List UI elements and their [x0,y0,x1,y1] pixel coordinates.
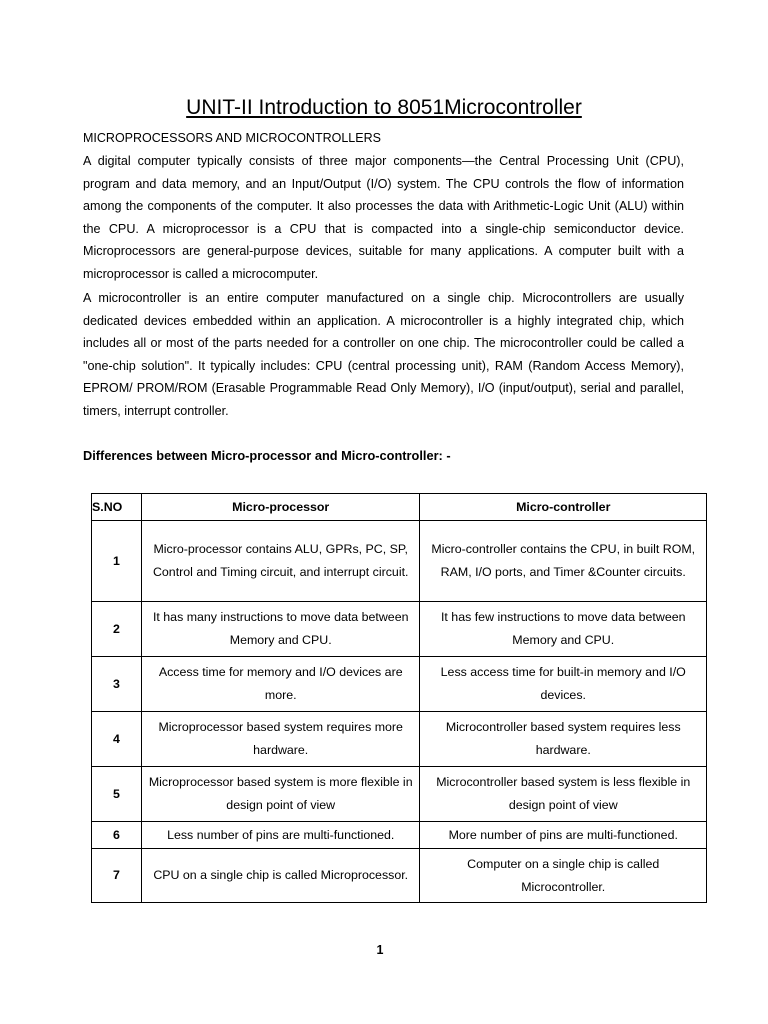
micro-processor-cell: Microprocessor based system is more flexible in design point of view [141,767,420,822]
micro-controller-cell: Microcontroller based system is less flexible in design point of view [420,767,707,822]
row-number: 5 [92,767,142,822]
row-number: 6 [92,822,142,849]
micro-controller-cell: Computer on a single chip is called Microcontroller. [420,849,707,903]
micro-processor-cell: Microprocessor based system requires more hardware. [141,712,420,767]
micro-processor-cell: Less number of pins are multi-functioned. [141,822,420,849]
row-number: 7 [92,849,142,903]
page-number: 1 [376,943,384,957]
differences-table [91,493,707,903]
micro-controller-cell: Less access time for built-in memory and I/O devices. [420,657,707,712]
table-row [92,521,707,602]
micro-controller-cell: More number of pins are multi-functioned. [420,822,707,849]
page-title: UNIT-II Introduction to 8051Microcontroller [186,96,582,119]
header-sno: S.NO [92,494,142,521]
micro-processor-cell: CPU on a single chip is called Microprocessor. [141,849,420,903]
row-number: 4 [92,712,142,767]
row-number: 1 [92,521,142,602]
row-number: 2 [92,602,142,657]
table-row [92,712,707,767]
table-row [92,849,707,903]
header-micro-processor: Micro-processor [141,494,420,521]
micro-controller-cell: It has few instructions to move data between Memory and CPU. [420,602,707,657]
header-micro-controller: Micro-controller [420,494,707,521]
table-header-row [92,494,707,521]
micro-processor-cell: Micro-processor contains ALU, GPRs, PC, SP, Control and Timing circuit, and interrupt circuit. [141,521,420,602]
micro-controller-cell: Micro-controller contains the CPU, in built ROM, RAM, I/O ports, and Timer &Counter circuits. [420,521,707,602]
table-row [92,822,707,849]
table-row [92,767,707,822]
table-row [92,602,707,657]
paragraph-microcontroller: A microcontroller is an entire computer manufactured on a single chip. Microcontrollers are usually dedicated devices embedded within an application. A microcontroller is a highly integrated chip, which includes all or most of the parts needed for a controller on one chip. The microcontroller could be called a "one-chip solution". It typically includes: CPU (central processing unit), RAM (Random Access Memory), EPROM/ PROM/ROM (Erasable Programmable Read Only Memory), I/O (input/output), serial and parallel, timers, interrupt controller. [83,291,684,418]
row-number: 3 [92,657,142,712]
micro-processor-cell: It has many instructions to move data between Memory and CPU. [141,602,420,657]
table-row [92,657,707,712]
micro-processor-cell: Access time for memory and I/O devices are more. [141,657,420,712]
table-heading: Differences between Micro-processor and Micro-controller: - [83,448,451,463]
paragraph-microprocessor: A digital computer typically consists of three major components—the Central Processing Unit (CPU), program and data memory, and an Input/Output (I/O) system. The CPU controls the flow of information among the components of the computer. It also processes the data with Arithmetic-Logic Unit (ALU) within the CPU. A microprocessor is a CPU that is compacted into a single-chip semiconductor device. Microprocessors are general-purpose devices, suitable for many applications. A computer built with a microprocessor is called a microcomputer. [83,154,684,281]
section-heading: MICROPROCESSORS AND MICROCONTROLLERS [83,131,381,145]
micro-controller-cell: Microcontroller based system requires less hardware. [420,712,707,767]
